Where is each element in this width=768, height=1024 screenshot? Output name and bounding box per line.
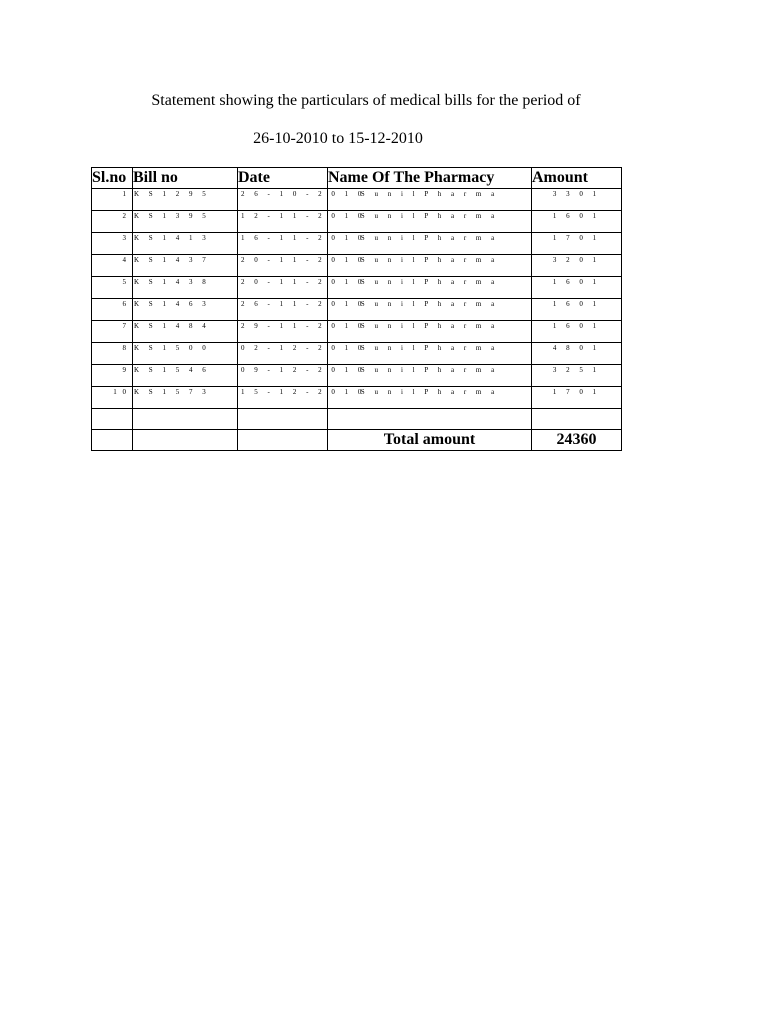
cell-amount: 1 6 0 1 xyxy=(532,211,622,233)
table-row xyxy=(92,321,622,343)
cell-date: 1 2 - 1 1 - 2 0 1 0 xyxy=(238,211,328,233)
table-row xyxy=(92,189,622,211)
empty-cell xyxy=(92,430,133,451)
cell-pharmacy: S u n i l P h a r m a xyxy=(328,255,532,277)
cell-sl-no: 7 xyxy=(92,321,133,343)
cell-bill-no: K S 1 4 6 3 xyxy=(133,299,238,321)
header-amount: Amount xyxy=(532,168,622,189)
cell-pharmacy: S u n i l P h a r m a xyxy=(328,233,532,255)
cell-sl-no: 6 xyxy=(92,299,133,321)
cell-amount: 1 6 0 1 xyxy=(532,299,622,321)
statement-period: 26-10-2010 to 15-12-2010 xyxy=(253,130,423,147)
cell-sl-no: 1 0 xyxy=(92,387,133,409)
cell-date: 2 6 - 1 1 - 2 0 1 0 xyxy=(238,299,328,321)
cell-bill-no: K S 1 3 9 5 xyxy=(133,211,238,233)
cell-pharmacy: S u n i l P h a r m a xyxy=(328,211,532,233)
cell-bill-no: K S 1 4 3 7 xyxy=(133,255,238,277)
cell-amount: 1 6 0 1 xyxy=(532,321,622,343)
table-row xyxy=(92,233,622,255)
cell-amount: 1 7 0 1 xyxy=(532,387,622,409)
medical-bills-table xyxy=(91,167,622,451)
cell-date: 2 9 - 1 1 - 2 0 1 0 xyxy=(238,321,328,343)
cell-amount: 1 7 0 1 xyxy=(532,233,622,255)
cell-sl-no: 3 xyxy=(92,233,133,255)
cell-pharmacy: S u n i l P h a r m a xyxy=(328,189,532,211)
cell-bill-no: K S 1 5 7 3 xyxy=(133,387,238,409)
table-row xyxy=(92,343,622,365)
cell-amount: 3 3 0 1 xyxy=(532,189,622,211)
cell-pharmacy: S u n i l P h a r m a xyxy=(328,277,532,299)
table-row xyxy=(92,387,622,409)
cell-date: 2 6 - 1 0 - 2 0 1 0 xyxy=(238,189,328,211)
header-sl-no: Sl.no xyxy=(92,168,133,189)
statement-title: Statement showing the particulars of medical bills for the period of xyxy=(151,92,581,109)
cell-sl-no: 5 xyxy=(92,277,133,299)
cell-date: 0 2 - 1 2 - 2 0 1 0 xyxy=(238,343,328,365)
cell-pharmacy: S u n i l P h a r m a xyxy=(328,387,532,409)
table-row xyxy=(92,211,622,233)
cell-sl-no: 8 xyxy=(92,343,133,365)
cell-sl-no: 9 xyxy=(92,365,133,387)
cell-amount: 1 6 0 1 xyxy=(532,277,622,299)
cell-date: 0 9 - 1 2 - 2 0 1 0 xyxy=(238,365,328,387)
cell-date: 2 0 - 1 1 - 2 0 1 0 xyxy=(238,277,328,299)
table-row xyxy=(92,255,622,277)
total-value: 24360 xyxy=(532,430,622,451)
cell-bill-no: K S 1 5 0 0 xyxy=(133,343,238,365)
cell-amount: 4 8 0 1 xyxy=(532,343,622,365)
cell-pharmacy: S u n i l P h a r m a xyxy=(328,299,532,321)
header-pharmacy: Name Of The Pharmacy xyxy=(328,168,532,189)
empty-cell xyxy=(92,409,133,430)
empty-cell xyxy=(238,430,328,451)
header-date: Date xyxy=(238,168,328,189)
cell-sl-no: 2 xyxy=(92,211,133,233)
cell-sl-no: 4 xyxy=(92,255,133,277)
total-row xyxy=(92,430,622,451)
cell-bill-no: K S 1 5 4 6 xyxy=(133,365,238,387)
empty-cell xyxy=(238,409,328,430)
empty-cell xyxy=(133,430,238,451)
table-header-row xyxy=(92,168,622,189)
cell-date: 1 6 - 1 1 - 2 0 1 0 xyxy=(238,233,328,255)
cell-pharmacy: S u n i l P h a r m a xyxy=(328,321,532,343)
empty-cell xyxy=(133,409,238,430)
cell-sl-no: 1 xyxy=(92,189,133,211)
cell-bill-no: K S 1 4 3 8 xyxy=(133,277,238,299)
cell-bill-no: K S 1 4 1 3 xyxy=(133,233,238,255)
header-bill-no: Bill no xyxy=(133,168,238,189)
cell-pharmacy: S u n i l P h a r m a xyxy=(328,343,532,365)
empty-row xyxy=(92,409,622,430)
table-row xyxy=(92,299,622,321)
cell-amount: 3 2 5 1 xyxy=(532,365,622,387)
total-label: Total amount xyxy=(328,430,532,451)
empty-cell xyxy=(328,409,532,430)
cell-date: 1 5 - 1 2 - 2 0 1 0 xyxy=(238,387,328,409)
cell-amount: 3 2 0 1 xyxy=(532,255,622,277)
table-row xyxy=(92,365,622,387)
empty-cell xyxy=(532,409,622,430)
cell-pharmacy: S u n i l P h a r m a xyxy=(328,365,532,387)
cell-bill-no: K S 1 4 8 4 xyxy=(133,321,238,343)
table-row xyxy=(92,277,622,299)
cell-bill-no: K S 1 2 9 5 xyxy=(133,189,238,211)
cell-date: 2 0 - 1 1 - 2 0 1 0 xyxy=(238,255,328,277)
